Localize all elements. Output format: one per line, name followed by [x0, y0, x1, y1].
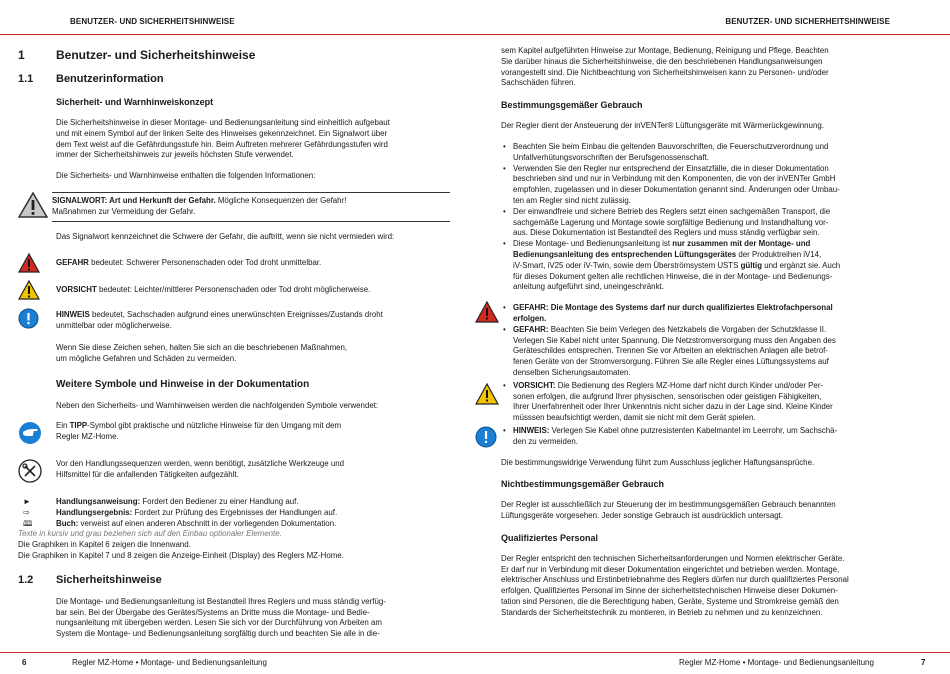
list-item: • VORSICHT: Die Bedienung des Reglers MZ-Home darf nicht durch Kinder und/oder Per- sonen erfolgen, die aufgrund Ihrer physischen, sensorischen oder geistigen Fähigkeiten, Ihrer Unerfahrenheit oder Ihrer Unkenntnis nicht sicher dazu in der Lage sind. Kleine Kinder müsssen beaufsichtigt werden, damit sie nicht mit dem Gerät spielen. [501, 381, 925, 424]
list-item: • Beachten Sie beim Einbau die geltenden Bauvorschriften, die Feuerschutzverordnung und Unfallverhütungsvorschriften der Berufsgenossenschaft. [501, 142, 925, 164]
chapter6-note: Die Graphiken in Kapitel 6 zeigen die Innenwand. [18, 540, 191, 550]
right-page-number: 7 [921, 658, 926, 667]
optional-elements-note: Texte in kursiv und grau beziehen sich auf den Einbau optionaler Elemente. [18, 529, 282, 539]
paragraph-symbols: Neben den Sicherheits- und Warnhinweisen werden die nachfolgenden Symbole verwendet: [56, 400, 379, 410]
chapter78-note: Die Graphiken in Kapitel 7 und 8 zeigen die Anzeige-Einheit (Display) des Reglers MZ-Home. [18, 550, 344, 560]
hazard-vorsicht: VORSICHT bedeutet: Leichter/mittlerer Personenschaden oder Tod droht möglicherweise. [56, 280, 450, 304]
paragraph-qualified-staff: Der Regler entspricht den technischen Sicherheitsanforderungen und Normen elektrischer Geräte. Er darf nur in Verbindung mit dieser Dokumentation eingerichtet und betrieben werden. Montage, elektrischer Anschluss und Erstinbetriebnahme des Reglers dürfen nur durch qualifiziertes Personal erfolgen. Qualifiziertes Personal im Sinne der sicherheitstechnischen Hinweise dieser Dokumen- tation sind Personen, die die Berechtigung haben, Geräte, Systeme und Stromkreise gemäß den Standards der Sicherheitstechnik zu montieren, in Betrieb zu nehmen und zu kennzeichnen. [501, 553, 849, 617]
section-1-1-body [18, 96, 450, 562]
section-title: Benutzerinformation [56, 73, 164, 85]
paragraph-signalword: Das Signalwort kennzeichnet die Schwere der Gefahr, die auftritt, wenn sie nicht vermieden wird: [56, 231, 395, 241]
info-circle-icon [475, 426, 497, 452]
tipp-hand-icon [18, 421, 56, 449]
caution-triangle-icon [18, 280, 56, 304]
legend-result: ⇨ Handlungsergebnis: Fordert zur Prüfung des Ergebnisses der Handlungen auf. [18, 508, 450, 519]
hint-warning-list [501, 426, 925, 448]
left-header-title: BENUTZER- UND SICHERHEITSHINWEISE [70, 17, 235, 26]
chapter-number: 1 [18, 48, 25, 62]
section-number: 1.2 [18, 573, 34, 586]
hazard-gefahr: GEFAHR bedeutet: Schwerer Personenschaden oder Tod droht unmittelbar. [56, 253, 450, 277]
signalword-box: SIGNALWORT: Art und Herkunft der Gefahr. Mögliche Konsequenzen der Gefahr! Maßnahmen zur Vermeidung der Gefahr. [52, 192, 450, 222]
legend-action: ► Handlungsanweisung: Fordert den Bediener zu einer Handlung auf. [18, 497, 450, 508]
intended-use-list [501, 142, 925, 293]
list-item: • Diese Montage- und Bedienungsanleitung ist nur zusammen mit der Montage- und Bedienungsanleitung des entsprechenden Lüftungsgerätes der Produktreihen iV14, iV-Smart, iV25 oder iV-Twin, sowie dem Überströmsystem USTS gültig und ergänzt sie. Auch für dieses Dokument gelten alle rechtlichen Hinweise, die in der Montage- und Bedienungs- anleitung aufgeführt sind, uneingeschränkt. [501, 239, 925, 293]
list-item: • HINWEIS: Verlegen Sie Kabel ohne putzresistenten Kabelmantel im Leerrohr, um Sachschä- den zu vermeiden. [501, 426, 925, 448]
info-circle-icon [18, 308, 56, 333]
caution-warning-list [501, 381, 925, 424]
subheading-non-intended-use: Nichtbestimmungsgemäßer Gebrauch [501, 479, 665, 490]
subheading-qualified-staff: Qualifiziertes Personal [501, 532, 599, 543]
paragraph-intended-use: Der Regler dient der Ansteuerung der inVENTer® Lüftungsgeräte mit Wärmerückgewinnung. [501, 121, 824, 131]
signalword-example [18, 192, 450, 222]
section-heading-1-2 [18, 574, 450, 587]
chapter-heading [18, 48, 450, 62]
subheading-intended-use: Bestimmungsgemäßer Gebrauch [501, 100, 643, 111]
subheading-concept: Sicherheit- und Warnhinweiskonzept [56, 97, 214, 107]
result-arrow-icon: ⇨ [23, 507, 30, 517]
list-item: • Verwenden Sie den Regler nur entsprechend der Einsatzfälle, die in dieser Dokumentation beschrieben sind und nur in Verbindung mit den Komponenten, die von der inVENTer GmbH empfohlen, zugelassen und in dieser Dokumentation genannt sind. Änderungen oder Umbau- ten am Regler sind nicht zulässig. [501, 164, 925, 207]
danger-warnings-list [501, 303, 925, 379]
left-footer-text: Regler MZ-Home • Montage- und Bedienungsanleitung [72, 658, 267, 667]
tools-row: Vor den Handlungssequenzen werden, wenn benötigt, zusätzliche Werkzeuge und Hilfsmittel für die anfallenden Tätigkeiten aufgezählt. [56, 459, 450, 487]
right-header-title: BENUTZER- UND SICHERHEITSHINWEISE [725, 17, 890, 26]
left-footer-rule [0, 652, 475, 653]
tipp-row: Ein TIPP-Symbol gibt praktische und nützliche Hinweise für den Umgang mit dem Regler MZ-Home. [56, 421, 450, 449]
right-page [475, 0, 950, 674]
danger-triangle-icon [18, 253, 56, 277]
paragraph-safety: Die Montage- und Bedienungsanleitung ist Bestandteil Ihres Reglers und muss ständig verfüg- bar sein. Bei der Übergabe des Gerätes/Systems an Dritte muss die Montage- und Bedie- nungsanleitung mit übergeben werden. Lesen Sie sich vor der Durchführung von Arbeiten am System die Montage- und Bedienungsanleitung sorgfältig durch und beachten Sie alle in die- [56, 596, 386, 639]
caution-triangle-icon [475, 383, 499, 409]
section-title: Sicherheitshinweise [56, 573, 162, 586]
right-content [501, 46, 925, 629]
warning-triangle-icon [18, 192, 52, 222]
marker-legend [18, 497, 450, 562]
paragraph-non-intended-use: Der Regler ist ausschließlich zur Steuerung der im bestimmungsgemäßen Gebrauch benannten Lüftungsgeräte vorgesehen. Jeder sonstige Gebrauch ist ausdrücklich untersagt. [501, 500, 836, 521]
chapter-title: Benutzer- und Sicherheitshinweise [56, 48, 256, 62]
left-content [18, 46, 450, 650]
left-page-number: 6 [22, 658, 27, 667]
subheading-symbols: Weitere Symbole und Hinweise in der Dokumentation [56, 378, 310, 390]
left-header-rule [0, 34, 475, 35]
section-number: 1.1 [18, 73, 34, 85]
book-icon: 🕮 [23, 518, 33, 528]
right-footer-rule [475, 652, 950, 653]
paragraph-misuse: Die bestimmungswidrige Verwendung führt zum Ausschluss jeglicher Haftungsansprüche. [501, 457, 815, 467]
section-heading-1-1 [18, 73, 450, 86]
paragraph-concept: Die Sicherheitshinweise in dieser Montage- und Bedienungsanleitung sind einheitlich aufgebaut und mit einem Symbol auf der linken Seite des Hinweises gekennzeichnet. Ein Signalwort über dem Text weist auf die Gefährdungsstufe hin. Beim Auftreten mehrerer Gefährdungsstufen wird immer der Sicherheitshinweis zur jeweils höchsten Stufe verwendet. [56, 118, 390, 160]
right-footer-text: Regler MZ-Home • Montage- und Bedienungsanleitung [679, 658, 874, 667]
paragraph-follow-measures: Wenn Sie diese Zeichen sehen, halten Sie sich an die beschriebenen Maßnahmen, um mögliche Gefahren und Schäden zu vermeiden. [56, 342, 348, 363]
hazard-hinweis: HINWEIS bedeutet, Sachschaden aufgrund eines unerwünschten Ereignisses/Zustands droht unmittelbar oder möglicherweise. [56, 308, 450, 333]
tools-icon [18, 459, 56, 487]
right-header-rule [475, 34, 950, 35]
list-item: • Der einwandfreie und sichere Betrieb des Reglers setzt einen sachgemäßen Transport, die sachgemäße Lagerung und Montage sowie sorgfältige Bedienung und Instandhaltung vor- aus. Diese Dokumentation ist Bestandteil des Reglers und muss ständig verfügbar sein. [501, 207, 925, 239]
danger-triangle-icon [475, 301, 499, 327]
list-item: • GEFAHR: Die Montage des Systems darf nur durch qualifiziertes Elektrofachpersonal erfolgen. [501, 303, 925, 325]
list-item: • GEFAHR: Beachten Sie beim Verlegen des Netzkabels die Vorgaben der Schutzklasse II. Verlegen Sie Kabel nicht unter Spannung. Die Netzstromversorgung muss den Angaben des Geräteschildes entsprechen. Trennen Sie vor Arbeiten an elektrischen Anlagen alle betrof- fenen Geräte von der Stromversorgung. Führen Sie alle Regler eines Lüftungssystems auf denselben Sicherungsautomaten. [501, 325, 925, 379]
legend-book: 🕮 Buch: verweist auf einen anderen Abschnitt in der vorliegenden Dokumentation. [18, 519, 450, 530]
action-arrow-icon: ► [23, 496, 31, 506]
paragraph-continued: sem Kapitel aufgeführten Hinweise zur Montage, Bedienung, Reinigung und Pflege. Beachten Sie darüber hinaus die Sicherheitshinweise, die den beschriebenen Handlungsanweisungen vorangestellt sind. Die Nichtbeachtung von Sicherheitshinweisen kann zu Personen- und/oder Sachschäden führen. [501, 46, 829, 88]
paragraph-info-list: Die Sicherheits- und Warnhinweise enthalten die folgenden Informationen: [56, 171, 316, 181]
